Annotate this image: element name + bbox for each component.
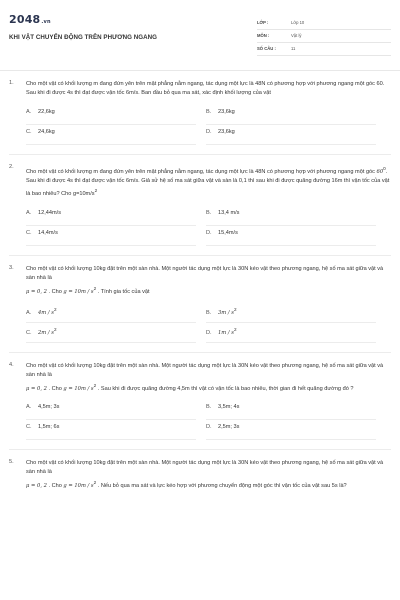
answer-option-d[interactable] (206, 125, 376, 145)
answer-text: 4,5m; 3s (38, 403, 60, 410)
question-number: 5. (9, 458, 14, 465)
answer-option-a[interactable] (26, 206, 196, 226)
answer-option-b[interactable] (206, 303, 376, 323)
answer-option-c[interactable] (26, 420, 196, 440)
math-exponent: 2 (93, 479, 97, 485)
meta-label: SỐ CÂU : (257, 46, 276, 51)
answer-letter: D. (206, 128, 212, 135)
answer-option-c[interactable] (26, 323, 196, 343)
answer-exponent: 2 (53, 306, 57, 312)
question-1 (9, 80, 391, 155)
math-gravity: g = 10m / s (63, 288, 94, 295)
answer-option-b[interactable] (206, 105, 376, 125)
site-logo[interactable] (9, 13, 51, 26)
question-text-part: Cho một vật có khối lượng 10kg đặt trên một sàn nhà. Một người tác dụng một lực là 30N kéo vật theo phương ngang, hệ số ma sát giữa vật và sàn nhà là (26, 265, 384, 282)
answer-options (26, 400, 391, 440)
answer-text: 12,44m/s (38, 209, 62, 216)
answer-letter: A. (26, 108, 32, 115)
answer-letter: C. (26, 423, 32, 430)
answer-option-a[interactable] (26, 303, 196, 323)
meta-label: MÔN : (257, 33, 270, 38)
answer-option-c[interactable] (26, 226, 196, 246)
question-5 (9, 459, 391, 491)
math-exponent: 2 (94, 188, 98, 194)
question-text (26, 265, 391, 297)
answer-letter: C. (26, 229, 32, 236)
answer-text: 1m / s (218, 329, 234, 336)
answer-letter: B. (206, 209, 212, 216)
answer-text: 4m / s (38, 309, 54, 316)
answer-text: 13,4 m/s (218, 209, 240, 216)
answer-option-d[interactable] (206, 323, 376, 343)
answer-letter: D. (206, 229, 212, 236)
math-friction: μ = 0, 2 (26, 482, 47, 489)
question-text (26, 459, 391, 491)
question-text-part: . Sau khi đi được 4s thì đạt được vận tốc 6m/s. Giả sử hệ số ma sát giữa vật và sàn là 0,1 thì sau khi đi được quãng đường 16m thì vận tốc của vật là bao nhiêu? Cho g=10m/s (26, 168, 390, 198)
answer-text: 23,6kg (218, 108, 235, 115)
worksheet-header (9, 9, 391, 71)
answer-text: 15,4m/s (218, 229, 238, 236)
math-friction: μ = 0, 2 (26, 288, 47, 295)
answer-letter: B. (206, 309, 212, 316)
question-text-part: Cho một vật có khối lượng m đang đứn yên trên mặt phẳng nằm ngang, tác dụng một lực là 48N có phương hợp với phương ngang một góc (26, 168, 377, 175)
logo-text: 2048 (9, 13, 41, 26)
question-divider (9, 352, 391, 353)
answer-option-c[interactable] (26, 125, 196, 145)
answer-exponent: 2 (53, 326, 57, 332)
question-3 (9, 265, 391, 353)
question-divider (9, 255, 391, 256)
answer-option-d[interactable] (206, 226, 376, 246)
math-exponent: 2 (93, 285, 97, 291)
answer-text: 3,5m; 4s (218, 403, 240, 410)
answer-text: 1,5m; 6s (38, 423, 60, 430)
answer-letter: B. (206, 108, 212, 115)
meta-row-subject (257, 31, 391, 43)
answer-letter: D. (206, 329, 212, 336)
meta-label: LỚP : (257, 20, 269, 25)
answer-options (26, 206, 391, 246)
answer-text: 23,6kg (218, 128, 235, 135)
meta-value: Vật lý (291, 33, 302, 38)
logo-suffix: .vn (41, 19, 51, 25)
answer-text: 2,5m; 3s (218, 423, 240, 430)
answer-text: 3m / s (218, 309, 234, 316)
question-text-part: . Cho (46, 288, 64, 295)
question-number: 4. (9, 361, 14, 368)
question-number: 3. (9, 264, 14, 271)
math-gravity: g = 10m / s (63, 482, 94, 489)
question-text-part: . Tính gia tốc của vật (96, 288, 150, 295)
answer-options (26, 303, 391, 343)
answer-letter: A. (26, 403, 32, 410)
question-number: 1. (9, 80, 14, 86)
meta-row-count (257, 44, 391, 56)
question-text-part: Cho một vật có khối lượng 10kg đặt trên một sàn nhà. Một người tác dụng một lực là 30N kéo vật theo phương ngang, hệ số ma sát giữa vật và sàn nhà là (26, 459, 384, 476)
answer-letter: B. (206, 403, 212, 410)
answer-letter: A. (26, 209, 32, 216)
answer-text: 24,6kg (38, 128, 55, 135)
answer-option-b[interactable] (206, 400, 376, 420)
question-text-part: . Sau khi đi được quãng đường 4,5m thì vật có vận tốc là bao nhiêu, thời gian đi hết quãng đường đó ? (96, 385, 354, 392)
answer-text: 22,6kg (38, 108, 55, 115)
question-4 (9, 362, 391, 450)
question-text-part: Cho một vật có khối lượng 10kg đặt trên một sàn nhà. Một người tác dụng một lực là 30N kéo vật theo phương ngang, hệ số ma sát giữa vật và sàn nhà là (26, 362, 384, 379)
answer-letter: A. (26, 309, 32, 316)
math-friction: μ = 0, 2 (26, 385, 47, 392)
question-text (26, 164, 391, 200)
question-2 (9, 164, 391, 256)
answer-exponent: 2 (233, 326, 237, 332)
question-divider (9, 154, 391, 155)
question-text: Cho một vật có khối lượng m đang đứn yên trên mặt phẳng nằm ngang, tác dụng một lực là 48N có phương hợp với phương ngang một góc 60. Sau khi đi được 4s thì đạt được vận tốc 6m/s. Ban đầu bỏ qua ma sát, xác định khối lượng của vật (26, 81, 385, 97)
answer-option-b[interactable] (206, 206, 376, 226)
answer-letter: C. (26, 128, 32, 135)
answer-letter: D. (206, 423, 212, 430)
answer-text: 2m / s (38, 329, 54, 336)
question-text-part: . Cho (46, 482, 64, 489)
math-exponent: 2 (93, 382, 97, 388)
answer-text: 14,4m/s (38, 229, 58, 236)
meta-row-class (257, 18, 391, 30)
question-list (9, 80, 391, 491)
question-text-part: . Cho (46, 385, 64, 392)
question-divider (9, 449, 391, 450)
answer-letter: C. (26, 329, 32, 336)
math-gravity: g = 10m / s (63, 385, 94, 392)
meta-value: Lớp 10 (291, 20, 305, 25)
math-angle: 60 (376, 168, 384, 175)
worksheet-meta (257, 18, 391, 57)
math-degree: 0 (383, 165, 386, 171)
question-text (26, 362, 391, 394)
answer-option-a[interactable] (26, 400, 196, 420)
answer-options (26, 105, 391, 145)
question-text-part: . Nếu bỏ qua ma sát và lực kéo hợp với phương chuyển động một góc thì vận tốc của vật sau 5s là? (96, 482, 347, 489)
answer-option-d[interactable] (206, 420, 376, 440)
worksheet-title: KHI VẬT CHUYỂN ĐỘNG TRÊN PHƯƠNG NGANG (9, 34, 158, 41)
answer-option-a[interactable] (26, 105, 196, 125)
answer-exponent: 2 (233, 306, 237, 312)
question-number: 2. (9, 163, 14, 170)
meta-value: 11 (291, 46, 296, 51)
header-divider (0, 70, 400, 71)
